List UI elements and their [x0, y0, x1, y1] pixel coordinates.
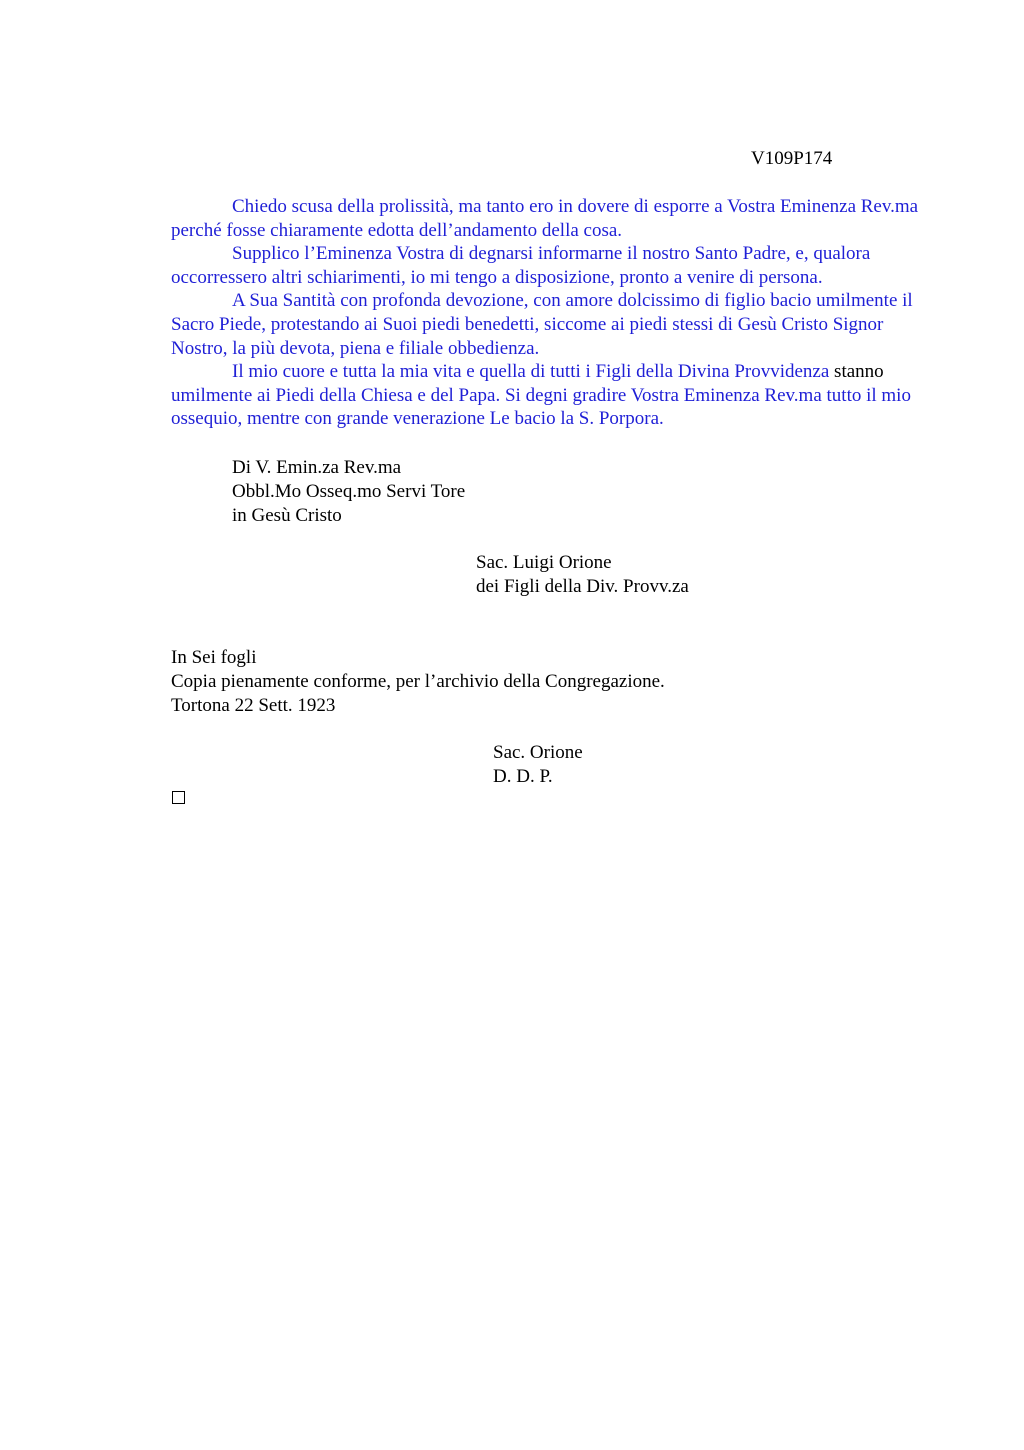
signature-name: Sac. Luigi Orione	[476, 552, 612, 573]
paragraph-homage-word-stanno: stanno	[834, 361, 884, 383]
closing-line-3: in Gesù Cristo	[232, 505, 342, 526]
paragraph-homage-part3: umilmente ai Piedi della Chiesa e del Papa. Si degni gradire Vostra Eminenza Rev.ma tutto il mio ossequio, mentre con grande venerazione Le bacio la S. Porpora.	[171, 384, 911, 430]
signature-title: dei Figli della Div. Provv.za	[476, 576, 689, 597]
closing-line-1: Di V. Emin.za Rev.ma	[232, 457, 402, 478]
reference-code: V109P174	[751, 148, 833, 169]
paragraph-homage-part1: Il mio cuore e tutta la mia vita e quella di tutti i Figli della Divina Provvidenza	[232, 361, 830, 383]
copy-note-line-2: Copia pienamente conforme, per l’archivio della Congregazione.	[171, 671, 665, 692]
signature-block-copy	[493, 741, 583, 789]
signature-block-main	[476, 551, 689, 599]
copy-note-line-1: In Sei fogli	[171, 647, 257, 668]
copy-note	[171, 646, 665, 718]
copy-signature-name: Sac. Orione	[493, 742, 583, 763]
letter-body	[171, 195, 931, 431]
copy-signature-title: D. D. P.	[493, 766, 553, 787]
checkbox-icon	[172, 791, 185, 804]
paragraph-devotion: A Sua Santità con profonda devozione, con amore dolcissimo di figlio bacio umilmente il Sacro Piede, protestando ai Suoi piedi benedetti, siccome ai piedi stessi di Gesù Cristo Signor Nostro, la più devota, piena e filiale obbedienza.	[171, 290, 913, 359]
closing-line-2: Obbl.Mo Osseq.mo Servi Tore	[232, 481, 466, 502]
copy-note-date: Tortona 22 Sett. 1923	[171, 695, 336, 716]
paragraph-request: Supplico l’Eminenza Vostra di degnarsi informarne il nostro Santo Padre, e, qualora occorressero altri schiarimenti, io mi tengo a disposizione, pronto a venire di persona.	[171, 243, 871, 288]
paragraph-apology: Chiedo scusa della prolissità, ma tanto ero in dovere di esporre a Vostra Eminenza Rev.ma perché fosse chiaramente edotta dell’andamento della cosa.	[171, 196, 919, 241]
closing-salutation	[232, 456, 465, 528]
paragraph-homage	[171, 360, 931, 431]
